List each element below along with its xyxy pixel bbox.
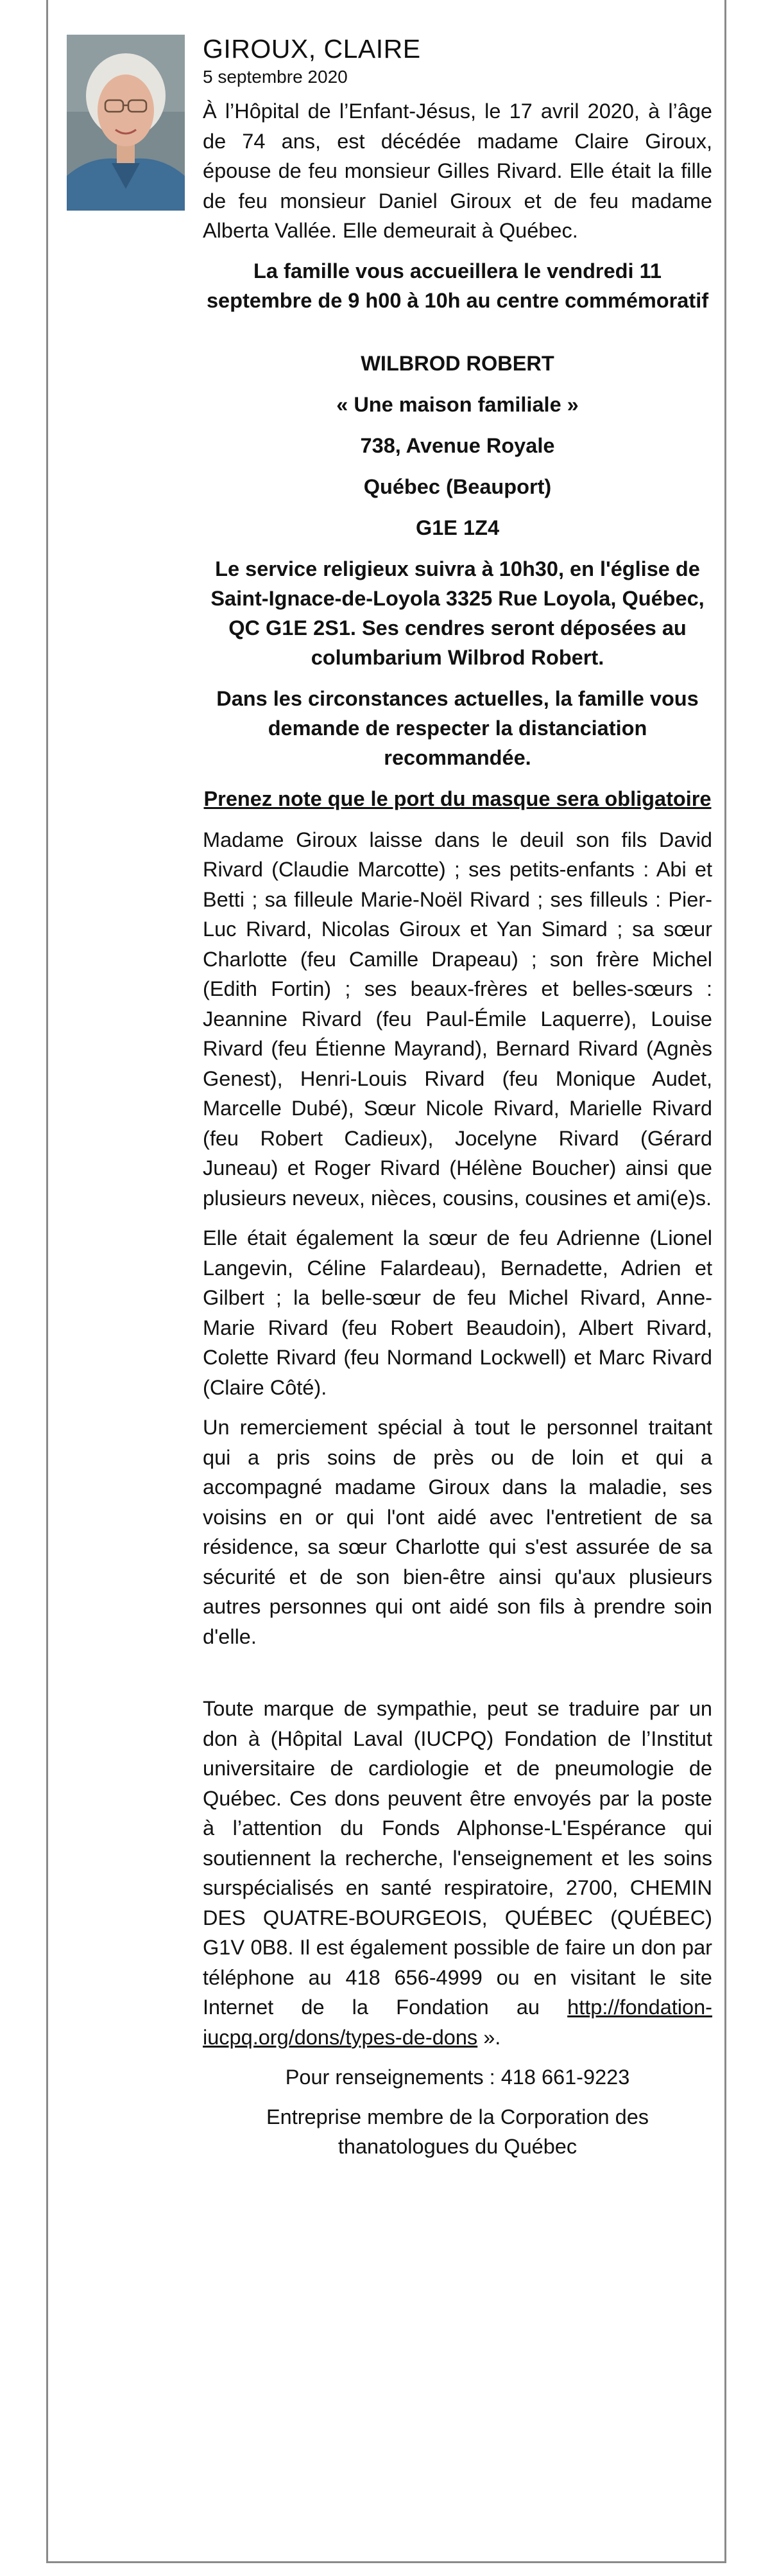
mask-notice: Prenez note que le port du masque sera obligatoire [203, 787, 712, 810]
donation-suffix: ». [477, 2025, 501, 2049]
contact-line: Pour renseignements : 418 661-9223 [285, 2066, 630, 2089]
funeral-home-name: WILBROD ROBERT [361, 351, 554, 375]
obituary-content [203, 32, 712, 2171]
donation-text: Toute marque de sympathie, peut se traduire par un don à (Hôpital Laval (IUCPQ) Fondation de l’Institut universitaire de cardiologie et de pneumologie de Québec. Ces dons peuvent être envoyés par la poste à l’attention du Fonds Alphonse-L'Espérance qui soutiennent la recherche, l'enseignement et les soins surspécialisés en santé respiratoire, 2700, CHEMIN DES QUATRE-BOURGEOIS, QUÉBEC (QUÉBEC) G1V 0B8. Il est également possible de faire un don par téléphone au 418 656-4999 ou en visitant le site Internet de la Fondation au [203, 1697, 712, 2019]
deceased-name: GIROUX, CLAIRE [203, 34, 421, 64]
siblings-paragraph: Elle était également la sœur de feu Adrienne (Lionel Langevin, Céline Falardeau), Bernadette, Adrien et Gilbert ; la belle-sœur de feu Michel Rivard, Anne-Marie Rivard (feu Robert Beaudoin), Albert Rivard, Colette Rivard (feu Normand Lockwell) et Marc Rivard (Claire Côté). [203, 1226, 712, 1399]
funeral-home-postal: G1E 1Z4 [415, 516, 500, 539]
funeral-home-city: Québec (Beauport) [363, 474, 552, 498]
visitation-notice: La famille vous accueillera le vendredi 11 septembre de 9 h00 à 10h au centre commémoratif [206, 259, 709, 312]
survivors-paragraph: Madame Giroux laisse dans le deuil son fils David Rivard (Claudie Marcotte) ; ses petits-enfants : Abi et Betti ; sa filleule Marie-Noël Rivard ; ses filleuls : Pier-Luc Rivard, Nicolas Giroux et Yan Simard ; sa sœur Charlotte (feu Camille Drapeau) ; son frère Michel (Edith Fortin) ; ses beaux-frères et belles-sœurs : Jeannine Rivard (feu Paul-Émile Laquerre), Louise Rivard (feu Étienne Mayrand), Bernard Rivard (Agnès Genest), Henri-Louis Rivard (feu Monique Audet, Marcelle Dubé), Sœur Nicole Rivard, Marielle Rivard (feu Robert Cadieux), Jocelyne Rivard (Gérard Juneau) et Roger Rivard (Hélène Boucher) ainsi que plusieurs neveux, nièces, cousins, cousines et ami(e)s. [203, 828, 712, 1210]
portrait-photo [67, 35, 185, 211]
distancing-notice: Dans les circonstances actuelles, la famille vous demande de respecter la distanciation recommandée. [216, 686, 699, 769]
service-notice: Le service religieux suivra à 10h30, en l'église de Saint-Ignace-de-Loyola 3325 Rue Loyola, Québec, QC G1E 2S1. Ses cendres seront déposées au columbarium Wilbrod Robert. [210, 557, 705, 669]
corporation-footer: Entreprise membre de la Corporation des thanatologues du Québec [266, 2105, 649, 2158]
intro-paragraph: À l’Hôpital de l’Enfant-Jésus, le 17 avril 2020, à l’âge de 74 ans, est décédée madame Claire Giroux, épouse de feu monsieur Gilles Rivard. Elle était la fille de feu monsieur Daniel Giroux et de feu madame Alberta Vallée. Elle demeurait à Québec. [203, 100, 712, 242]
funeral-home-tagline: « Une maison familiale » [336, 392, 579, 416]
donation-link[interactable]: http://fondation-iucpq.org/dons/types-de-dons [203, 1996, 712, 2049]
publication-date: 5 septembre 2020 [203, 67, 348, 87]
funeral-home-street: 738, Avenue Royale [360, 433, 555, 457]
thanks-paragraph: Un remerciement spécial à tout le personnel traitant qui a pris soins de près ou de loin et qui a accompagné madame Giroux dans la maladie, ses voisins en or qui l'ont aidé avec l'entretient de sa résidence, sa sœur Charlotte qui s'est assurée de sa sécurité et de son bien-être ainsi qu'aux plusieurs autres personnes qui ont aidé son fils à prendre soin d'elle. [203, 1416, 712, 1648]
donation-paragraph [203, 1694, 712, 2052]
